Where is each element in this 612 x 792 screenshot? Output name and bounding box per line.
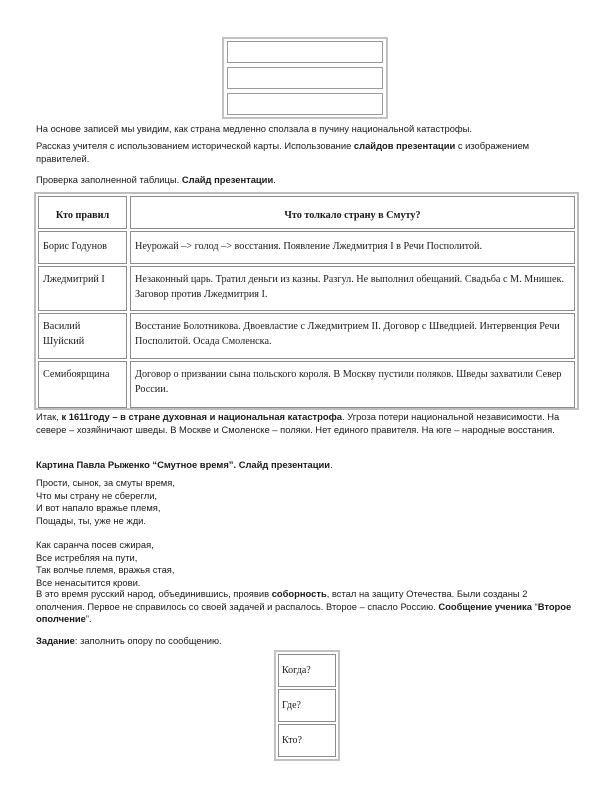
table-row <box>38 231 575 264</box>
poem-line: Прости, сынок, за смуты время, <box>36 477 175 488</box>
poem-line: Что мы страну не сберегли, <box>36 489 158 501</box>
task-line <box>36 635 222 648</box>
bold-text: Картина Павла Рыженко “Смутное время”. Слайд презентации <box>36 459 331 470</box>
table-row <box>38 313 575 359</box>
bold-text: к 1611году – в стране духовная и национальная катастрофа <box>61 411 343 422</box>
bold-text: Сообщение ученика <box>438 600 532 612</box>
ruler-cell: Борис Годунов <box>38 231 127 264</box>
poem-line: И вот напало вражье племя, <box>36 502 161 513</box>
question-cell-where: Где? <box>278 689 336 722</box>
ruler-cell: Семибоярщина <box>38 361 127 408</box>
question-table <box>274 650 340 761</box>
text: В это время русский народ, объединившись, проявив <box>36 588 272 599</box>
summary-paragraph <box>36 411 576 436</box>
text: Рассказ учителя с использованием исторической карты. Использование <box>36 140 354 151</box>
cause-cell: Незаконный царь. Тратил деньги из казны. Разгул. Не выполнил обещаний. Свадьба с М. Мнишек. Заговор против Лжедмитрия I. <box>130 266 575 311</box>
poem-line: Пощады, ты, уже не жди. <box>36 514 147 526</box>
header-cell-cause: Что толкало страну в Смуту? <box>130 196 575 229</box>
top-empty-table <box>222 37 388 119</box>
cause-cell: Неурожай –> голод –> восстания. Появление Лжедмитрия I в Речи Посполитой. <box>130 231 575 264</box>
text: : заполнить опору по сообщению. <box>74 635 222 646</box>
header-cell-ruler: Кто правил <box>38 196 127 229</box>
question-cell-who: Кто? <box>278 724 336 757</box>
table-row <box>38 266 575 311</box>
bold-text: соборность <box>271 588 327 599</box>
poem-line: Все истребляя на пути, <box>36 551 138 563</box>
text: ”. <box>85 613 92 624</box>
painting-line <box>36 459 333 472</box>
militia-paragraph <box>36 588 576 626</box>
table-header-row <box>38 196 575 229</box>
intro-line-3 <box>36 174 276 187</box>
ruler-cell: Лжедмитрий I <box>38 266 127 311</box>
empty-cell <box>227 41 383 63</box>
poem-stanza-1 <box>36 477 175 527</box>
text: . Угроза потери национальной независимости. На севере – хозяйничают шведы. В Москве и Смоленске – поляки. Нет единого правителя. На юге – народные восстания. <box>36 411 560 435</box>
cause-cell: Договор о призвании сына польского короля. В Москву пустили поляков. Шведы захватили Север России. <box>130 361 575 408</box>
cause-cell: Восстание Болотникова. Двоевластие с Лжедмитрием II. Договор с Шведцией. Интервенция Речи Посполитой. Осада Смоленска. <box>130 313 575 359</box>
question-cell-when: Когда? <box>278 654 336 687</box>
text: , встал на защиту Отечества. Были созданы 2 ополчения. Первое не справилось со своей задачей и распалось. Второе – спасло Россию. <box>36 588 528 612</box>
text: . <box>273 174 276 185</box>
ruler-cell: Василий Шуйский <box>38 313 127 359</box>
poem-line: Как саранча посев сжирая, <box>36 539 154 550</box>
bold-text: Второе ополчение <box>36 600 572 624</box>
rulers-table <box>34 192 579 410</box>
table-row <box>38 361 575 408</box>
text: “ <box>531 600 538 612</box>
poem-line: Так волчье племя, вражья стая, <box>36 564 175 575</box>
bold-text: Слайд презентации <box>181 174 274 185</box>
intro-line-1: На основе записей мы увидим, как страна медленно сползала в пучину национальной катастрофы. <box>36 123 472 134</box>
text: Итак, <box>36 411 62 422</box>
text: с изображением правителей. <box>36 140 530 164</box>
text: . <box>330 459 333 470</box>
bold-text: Задание <box>36 635 75 646</box>
intro-line-2 <box>36 140 576 165</box>
empty-cell <box>227 67 383 89</box>
poem-line: Все ненасытится крови. <box>36 576 141 588</box>
bold-text: слайдов презентации <box>353 140 456 151</box>
poem-stanza-2 <box>36 539 174 589</box>
text: Проверка заполненной таблицы. <box>36 174 182 185</box>
empty-cell <box>227 93 383 115</box>
